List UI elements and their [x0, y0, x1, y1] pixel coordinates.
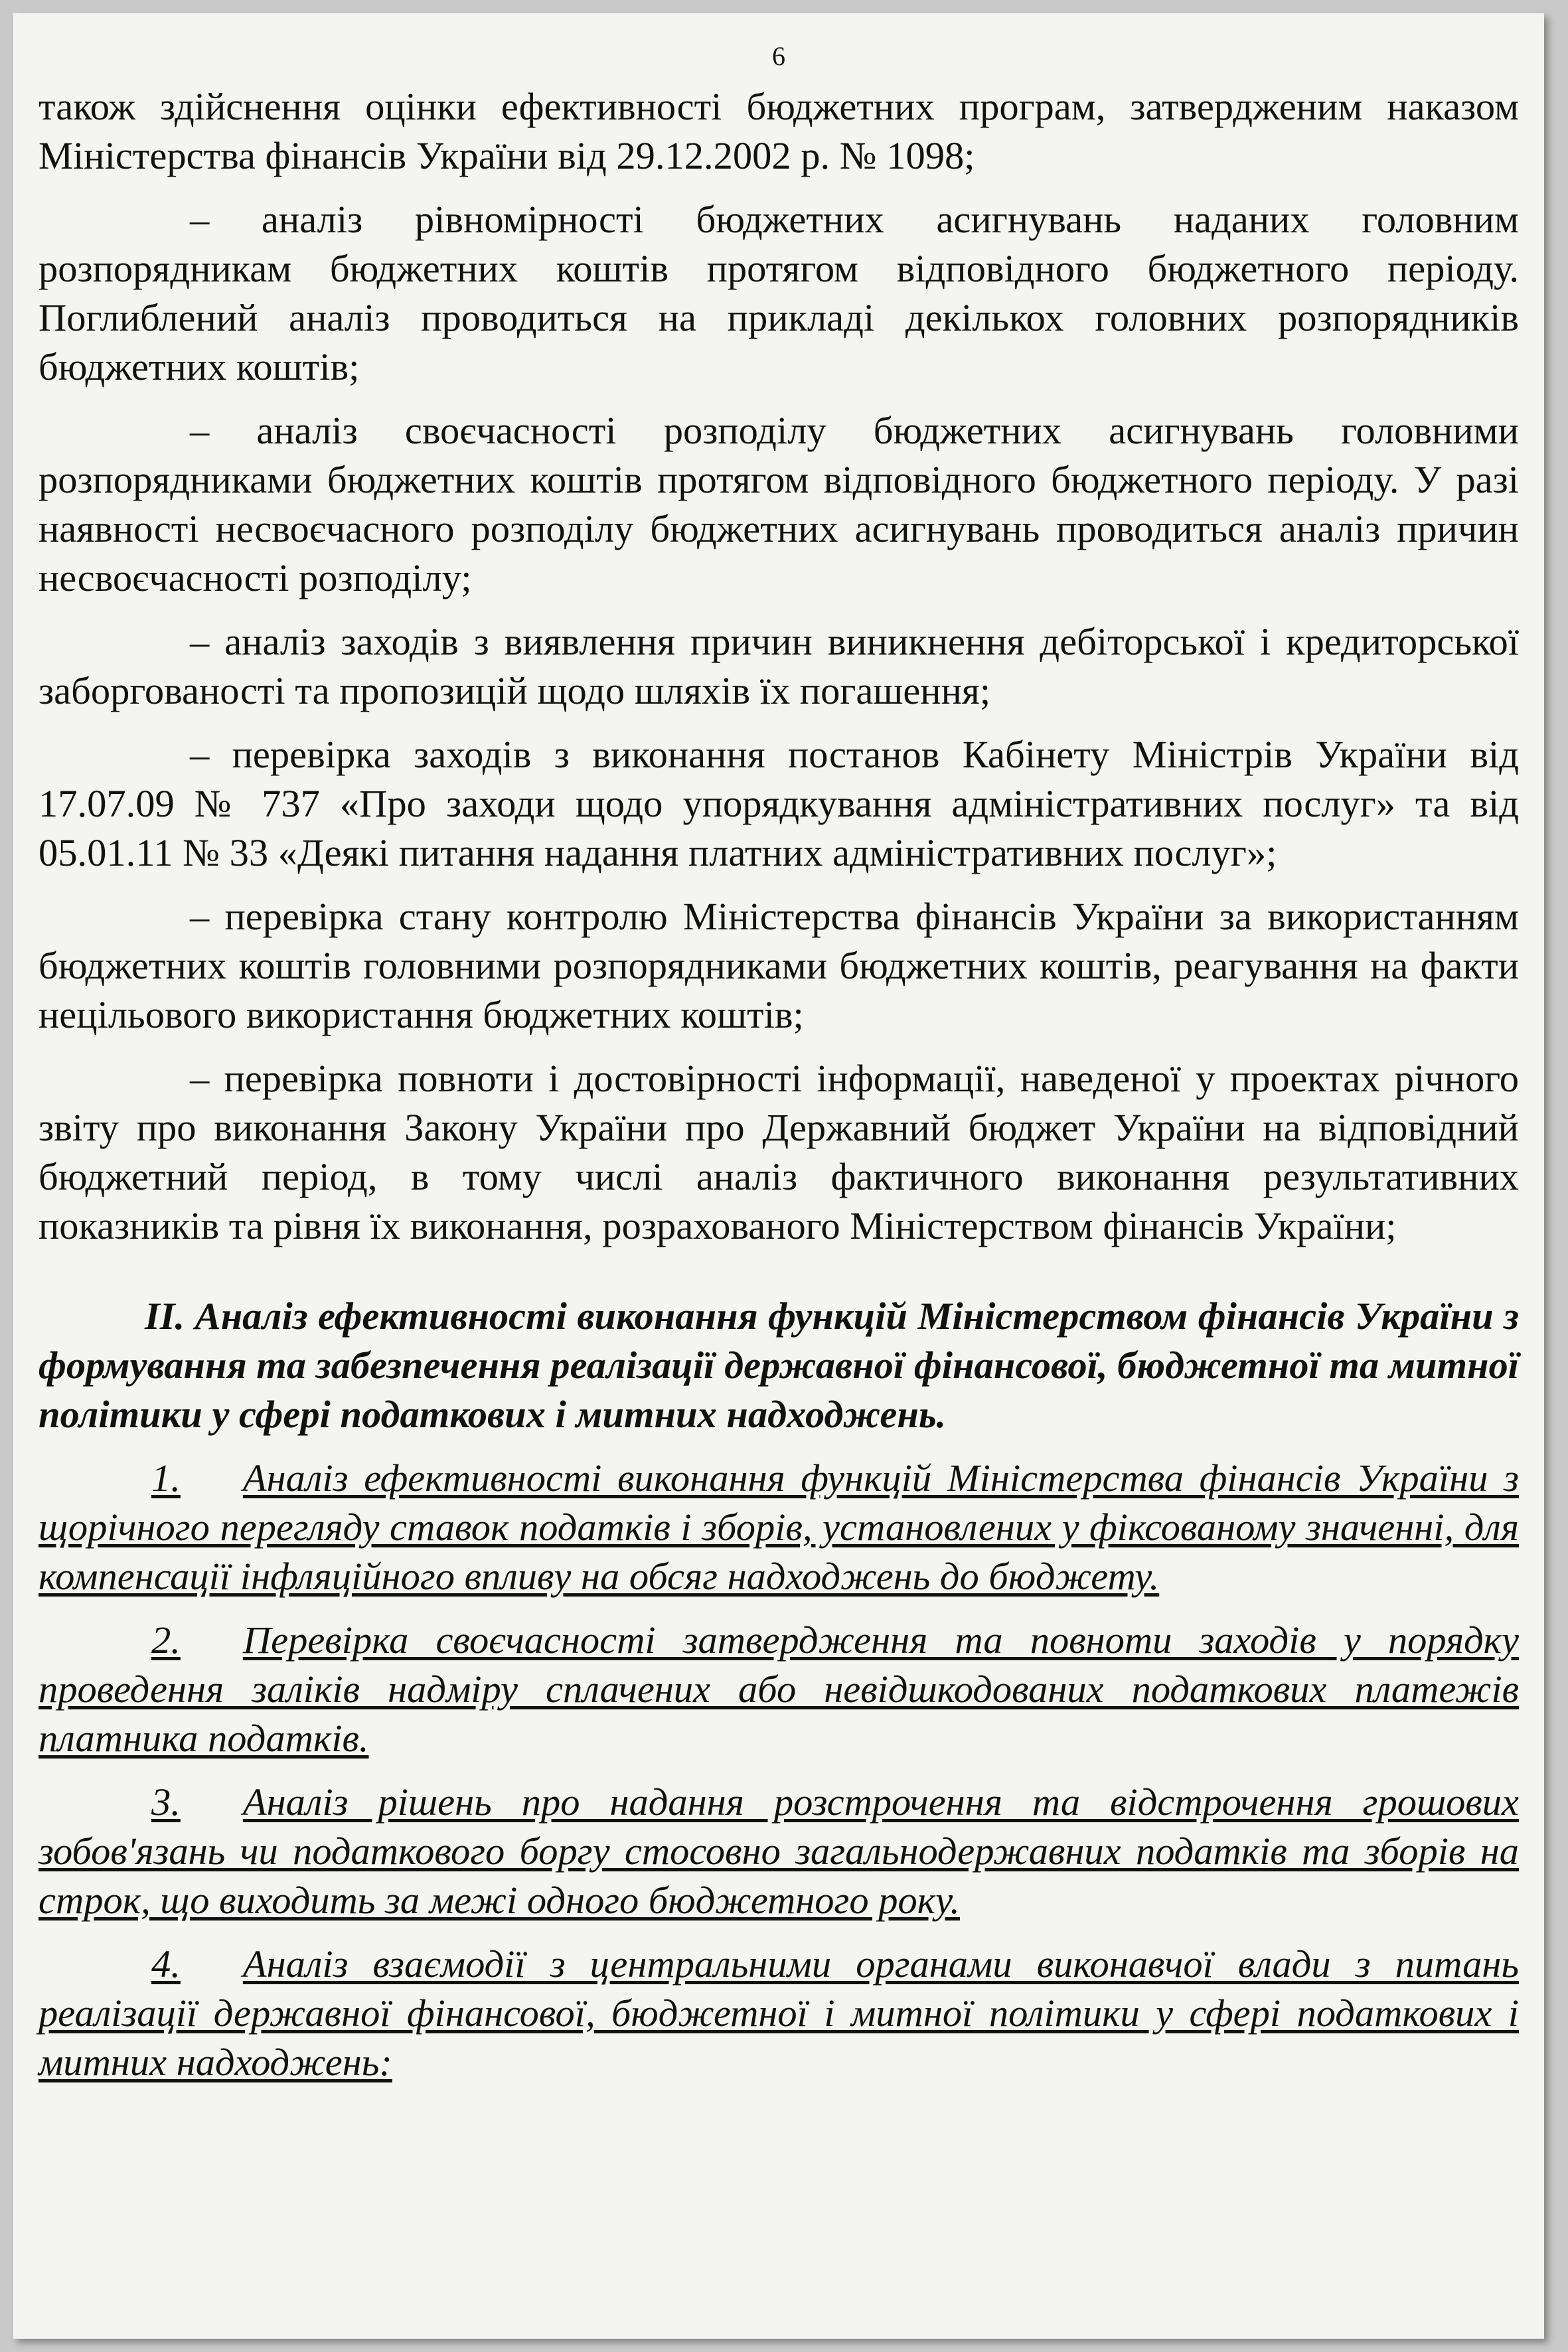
intro-paragraph: також здійснення оцінки ефективності бюджетних програм, затвердженим наказом Міністерства фінансів України від 29.12.2002 р. № 1098; [39, 85, 1519, 177]
subsection-item [39, 1616, 1519, 1763]
subsection-number: 1. [151, 1456, 181, 1500]
list-item: – перевірка повноти і достовірності інформації, наведеної у проектах річного звіту про виконання Закону України про Державний бюджет України на відповідний бюджетний період, в тому числі аналіз фактичного виконання результативних показників та рівня їх виконання, розрахованого Міністерством фінансів України; [39, 1057, 1519, 1247]
subsection-number: 2. [151, 1618, 181, 1662]
section-heading: II. Аналіз ефективності виконання функцій Міністерством фінансів України з формування та забезпечення реалізації державної фінансової, бюджетної та митної політики у сфері податкових і митних надходжень. [39, 1294, 1519, 1436]
subsection-number: 4. [151, 1942, 181, 1986]
list-item: – перевірка заходів з виконання постанов Кабінету Міністрів України від 17.07.09 № 737 «Про заходи щодо упорядкування адміністративних послуг» та від 05.01.11 № 33 «Деякі питання надання платних адміністративних послуг»; [39, 733, 1519, 874]
subsection-text: Аналіз ефективності виконання функцій Міністерства фінансів України з щорічного перегляду ставок податків і зборів, установлених у фіксованому значенні, для компенсації інфляційного впливу на обсяг надходжень до бюджету. [39, 1456, 1519, 1598]
subsection-number: 3. [151, 1780, 181, 1824]
document-page [13, 13, 1544, 2339]
subsection-text: Аналіз взаємодії з центральними органами виконавчої влади з питань реалізації державної фінансової, бюджетної і митної політики у сфері податкових і митних надходжень: [39, 1942, 1519, 2084]
list-item: – аналіз заходів з виявлення причин виникнення дебіторської і кредиторської заборгованості та пропозицій щодо шляхів їх погашення; [39, 620, 1519, 712]
subsection-item [39, 1778, 1519, 1925]
document-body [39, 82, 1519, 2087]
subsection-item [39, 1940, 1519, 2087]
subsection-item [39, 1454, 1519, 1601]
list-item: – перевірка стану контролю Міністерства фінансів України за використанням бюджетних коштів головними розпорядниками бюджетних коштів, реагування на факти нецільового використання бюджетних коштів; [39, 895, 1519, 1036]
subsection-text: Аналіз рішень про надання розстрочення та відстрочення грошових зобов'язань чи податкового боргу стосовно загальнодержавних податків та зборів на строк, що виходить за межі одного бюджетного року. [39, 1780, 1519, 1922]
list-item: – аналіз своєчасності розподілу бюджетних асигнувань головними розпорядниками бюджетних коштів протягом відповідного бюджетного періоду. У разі наявності несвоєчасного розподілу бюджетних асигнувань проводиться аналіз причин несвоєчасності розподілу; [39, 409, 1519, 599]
page-number: 6 [772, 41, 785, 71]
list-item: – аналіз рівномірності бюджетних асигнувань наданих головним розпорядникам бюджетних коштів протягом відповідного бюджетного періоду. Поглиблений аналіз проводиться на прикладі декількох головних розпорядників бюджетних коштів; [39, 198, 1519, 388]
subsection-text: Перевірка своєчасності затвердження та повноти заходів у порядку проведення заліків надміру сплачених або невідшкодованих податкових платежів платника податків. [39, 1618, 1519, 1760]
